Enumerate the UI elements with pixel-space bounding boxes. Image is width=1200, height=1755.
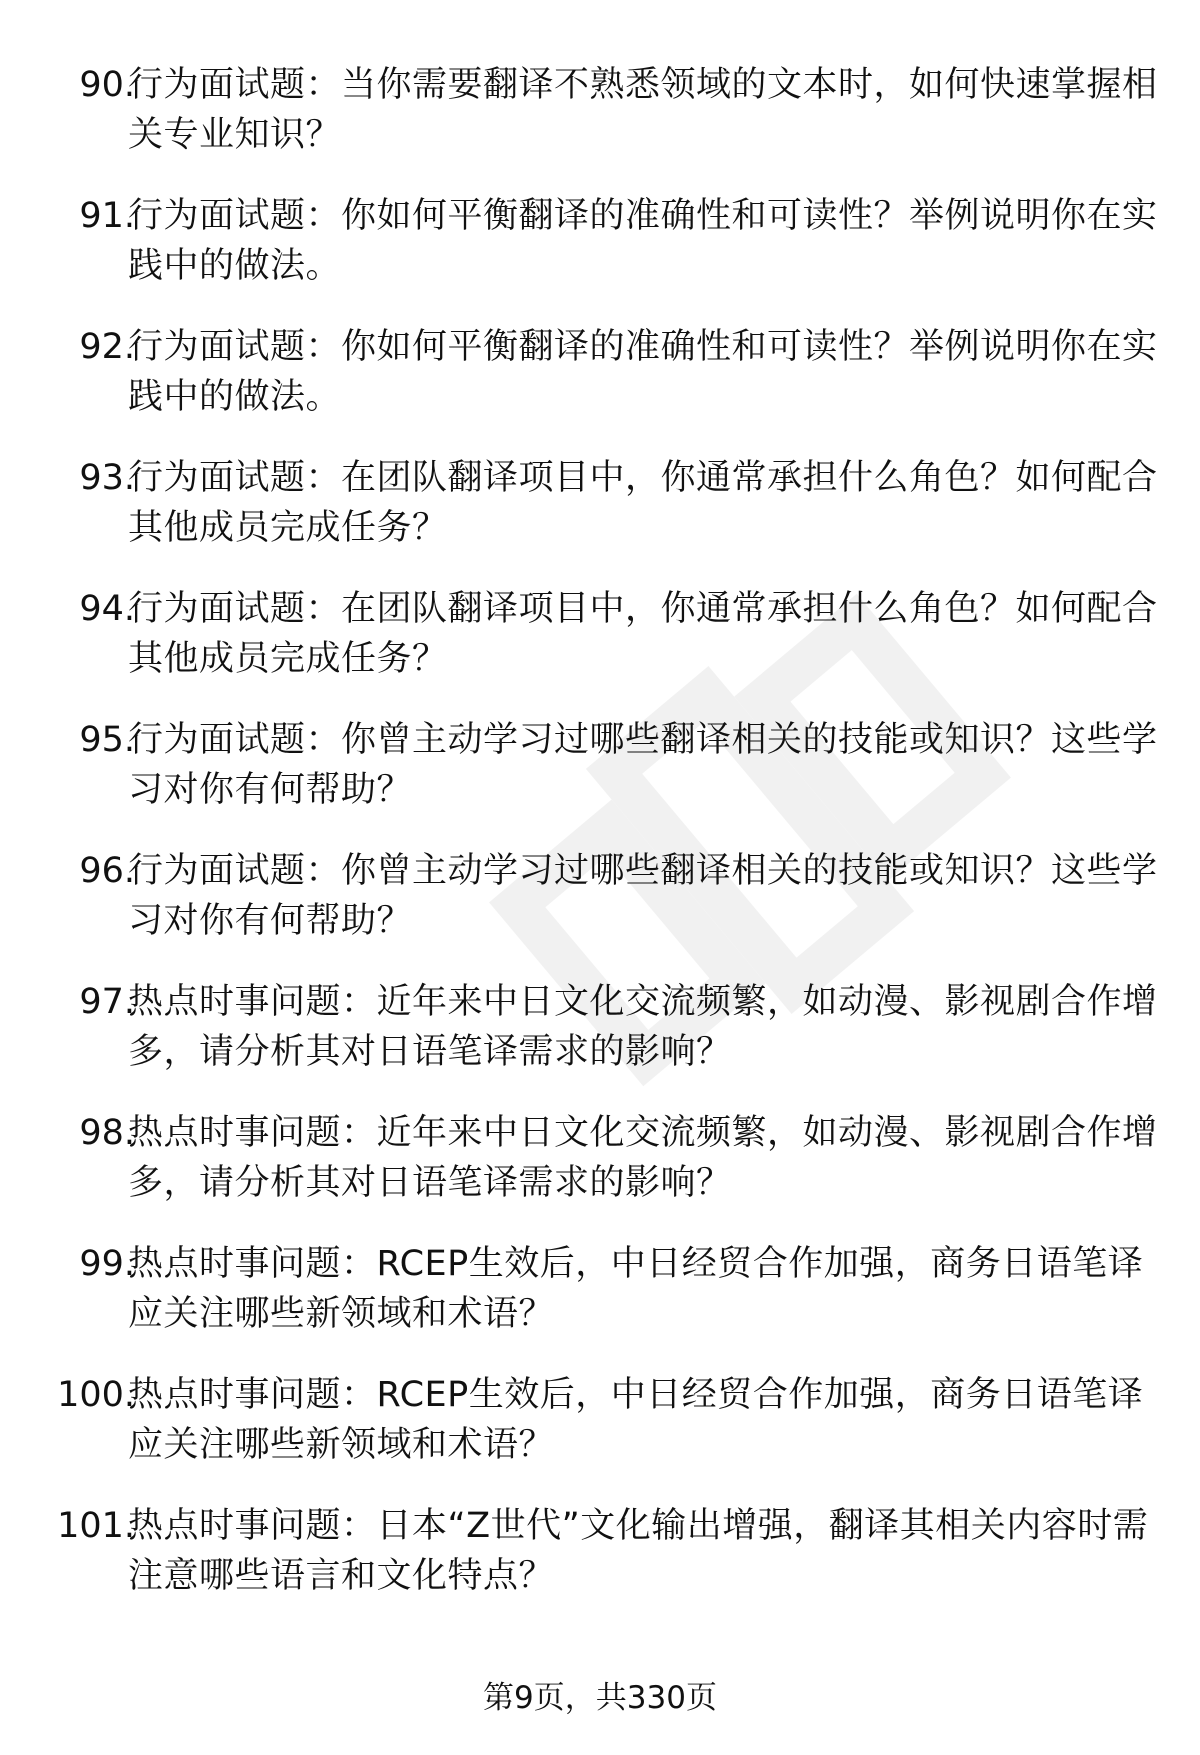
question-text: 行为面试题：你如何平衡翻译的准确性和可读性？举例说明你在实践中的做法。 — [128, 196, 1158, 286]
question-number: 100. — [57, 1375, 135, 1415]
question-number: 90. — [79, 65, 135, 105]
list-item — [0, 1239, 1200, 1370]
question-text: 热点时事问题：近年来中日文化交流频繁，如动漫、影视剧合作增多，请分析其对日语笔译需求的影响？ — [128, 1113, 1158, 1203]
question-number: 97. — [79, 982, 135, 1022]
question-number: 98. — [79, 1113, 135, 1153]
question-text: 热点时事问题：日本“Z世代”文化输出增强，翻译其相关内容时需注意哪些语言和文化特点？ — [128, 1506, 1149, 1596]
page-footer: 第9页，共330页 — [483, 1680, 717, 1716]
list-item — [0, 584, 1200, 715]
question-number: 101. — [57, 1506, 135, 1546]
list-item — [0, 1501, 1200, 1632]
list-item — [0, 1370, 1200, 1501]
question-text: 行为面试题：当你需要翻译不熟悉领域的文本时，如何快速掌握相关专业知识？ — [128, 65, 1158, 155]
list-item — [0, 715, 1200, 846]
question-list — [0, 60, 1200, 1632]
question-number: 95. — [79, 720, 135, 760]
question-text: 行为面试题：你曾主动学习过哪些翻译相关的技能或知识？这些学习对你有何帮助？ — [128, 851, 1158, 941]
question-number: 96. — [79, 851, 135, 891]
list-item — [0, 846, 1200, 977]
question-text: 行为面试题：你曾主动学习过哪些翻译相关的技能或知识？这些学习对你有何帮助？ — [128, 720, 1158, 810]
question-number: 93. — [79, 458, 135, 498]
list-item — [0, 322, 1200, 453]
question-text: 行为面试题：你如何平衡翻译的准确性和可读性？举例说明你在实践中的做法。 — [128, 327, 1158, 417]
question-number: 91. — [79, 196, 135, 236]
question-number: 92. — [79, 327, 135, 367]
list-item — [0, 977, 1200, 1108]
list-item — [0, 453, 1200, 584]
list-item — [0, 60, 1200, 191]
question-text: 热点时事问题：近年来中日文化交流频繁，如动漫、影视剧合作增多，请分析其对日语笔译需求的影响？ — [128, 982, 1158, 1072]
question-text: 行为面试题：在团队翻译项目中，你通常承担什么角色？如何配合其他成员完成任务？ — [128, 458, 1158, 548]
question-text: 热点时事问题：RCEP生效后，中日经贸合作加强，商务日语笔译应关注哪些新领域和术语？ — [128, 1244, 1144, 1334]
list-item — [0, 191, 1200, 322]
question-text: 热点时事问题：RCEP生效后，中日经贸合作加强，商务日语笔译应关注哪些新领域和术语？ — [128, 1375, 1144, 1465]
list-item — [0, 1108, 1200, 1239]
question-text: 行为面试题：在团队翻译项目中，你通常承担什么角色？如何配合其他成员完成任务？ — [128, 589, 1158, 679]
question-number: 94. — [79, 589, 135, 629]
question-number: 99. — [79, 1244, 135, 1284]
